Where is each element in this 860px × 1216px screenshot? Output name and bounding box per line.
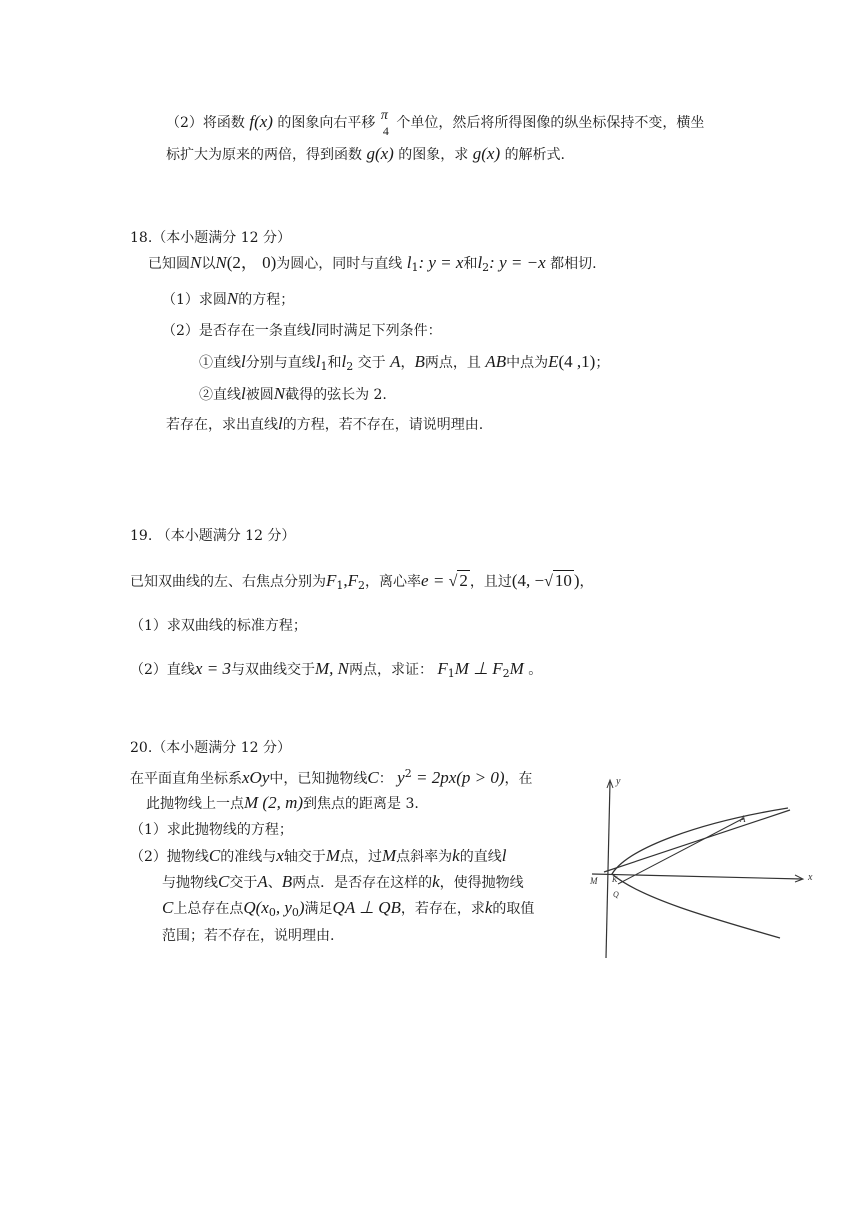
var: l [477, 253, 483, 272]
q17-text: 的图象，求 [398, 147, 469, 163]
text: 截得的弦长为 2. [285, 387, 387, 403]
point-A-label: A [740, 814, 746, 824]
sub: 1 [411, 261, 419, 274]
sqrt-value: 2 [459, 571, 468, 590]
q20-part2-line4: 范围；若不存在，说明理由. [162, 928, 335, 944]
point: (2， 0) [226, 253, 277, 272]
var: k [432, 872, 440, 891]
point: (2, m) [258, 793, 304, 812]
text: 在平面直角坐标系 [130, 771, 242, 787]
sub: 2 [502, 667, 510, 680]
var: F [492, 659, 503, 678]
var: A [257, 872, 268, 891]
q17-text: 的解析式. [504, 147, 566, 163]
text: （2）直线 [130, 662, 195, 678]
text: 与抛物线 [162, 875, 218, 891]
sub: 2 [482, 261, 490, 274]
q18-cond2 [199, 384, 387, 405]
text: 两点，且 [424, 355, 481, 371]
var: N [226, 289, 239, 308]
var: B [281, 872, 293, 891]
var: l [341, 352, 347, 371]
text: ，且过 [469, 574, 512, 590]
q19-stem: 已知双曲线的左、右焦点分别为$F_1,F_2$，离心率e = √ 2 ，且过(4, −√ 10 )， [130, 571, 594, 592]
q20-stem-line2 [146, 793, 419, 814]
point-M-label: M [590, 876, 598, 886]
y-axis-label: y [616, 776, 621, 787]
text: ，在 [504, 771, 533, 787]
q19-part1: （1）求双曲线的标准方程； [130, 618, 307, 634]
text: ； [595, 355, 610, 371]
q18-part1 [162, 289, 294, 310]
var: y [397, 768, 405, 787]
sub: 1 [320, 360, 328, 373]
var: N [273, 384, 286, 403]
x-axis-label: x [808, 872, 813, 883]
text: 满足 [304, 901, 333, 917]
q17-text: （2）将函数 [166, 115, 245, 131]
var: F [347, 571, 359, 590]
q17-part2-line2 [166, 144, 565, 165]
var: C [218, 872, 230, 891]
text: （1）求圆 [162, 292, 227, 308]
text: （2）抛物线 [130, 849, 209, 865]
var: xOy [242, 768, 270, 787]
var: x [276, 846, 284, 865]
equation: : y = x [418, 253, 464, 272]
q20-part2-line1 [130, 846, 506, 867]
chord-QA [618, 818, 744, 884]
point: (4, − [511, 571, 545, 590]
var: M [244, 793, 259, 812]
text: 被圆 [245, 387, 274, 403]
var: ) [298, 898, 305, 917]
text: 已知双曲线的左、右焦点分别为 [130, 574, 326, 590]
text: 为圆心，同时与直线 [276, 256, 403, 272]
sub: 0 [268, 906, 276, 919]
text: 分别与直线 [245, 355, 316, 371]
q19-part2 [130, 659, 542, 684]
text: 的方程，若不存在，请说明理由. [282, 417, 484, 433]
equation: = 2px(p > 0) [411, 768, 505, 787]
text: 点斜率为 [396, 849, 453, 865]
sub: 2 [346, 360, 354, 373]
text: 的方程； [238, 292, 295, 308]
var: M ⊥ [454, 659, 493, 678]
text: 中，已知抛物线 [269, 771, 368, 787]
q20-stem-line1 [130, 764, 533, 789]
q20-part2-line3 [162, 898, 534, 923]
text: 交于 [229, 875, 258, 891]
text: ： [378, 771, 393, 787]
point-K-label: K [612, 875, 618, 884]
var: M [325, 846, 340, 865]
q17-gx: g(x) [366, 144, 394, 163]
q17-gx: g(x) [472, 144, 501, 163]
var: M, N [314, 659, 349, 678]
q17-fraction [380, 108, 392, 138]
var: C [367, 768, 379, 787]
q17-text: 的图象向右平移 [277, 115, 376, 131]
q20-part2-line2 [162, 872, 524, 893]
q18-header: 18.（本小题满分 12 分） [130, 230, 291, 246]
var: l [501, 846, 507, 865]
equation: e = [421, 571, 449, 590]
text: 和 [327, 355, 342, 371]
point: ) [573, 571, 580, 590]
text: 若存在，求出直线 [166, 417, 278, 433]
text: 的准线与 [220, 849, 277, 865]
q20-part1: （1）求此抛物线的方程； [130, 822, 293, 838]
q18-part2 [162, 320, 442, 341]
text: 都相切. [550, 256, 597, 272]
text: 轴交于 [283, 849, 326, 865]
text: 中点为 [506, 355, 549, 371]
var: A [390, 352, 401, 371]
text: 到焦点的距离是 3. [303, 796, 419, 812]
text: 两点．是否存在这样的 [292, 875, 433, 891]
var: l [406, 253, 412, 272]
text: 、 [267, 875, 282, 891]
text: 与双曲线交于 [230, 662, 315, 678]
text: 的直线 [459, 849, 502, 865]
q20-header: 20.（本小题满分 12 分） [130, 740, 291, 756]
text: ，若存在，求 [400, 901, 485, 917]
text: ，离心率 [365, 574, 422, 590]
text: 交于 [357, 355, 386, 371]
text: （2）是否存在一条直线 [162, 323, 311, 339]
var: l [278, 414, 283, 433]
var: M [381, 846, 397, 865]
text: , [343, 571, 348, 590]
var: N [190, 253, 202, 272]
text: 点，过 [339, 849, 382, 865]
point-Q-label: Q [613, 890, 619, 899]
q17-fx: f(x) [249, 112, 273, 131]
text: ，使得抛物线 [439, 875, 524, 891]
frac-den: 4 [382, 124, 389, 138]
text: 以 [201, 256, 216, 272]
q17-part2-line1 [166, 108, 705, 138]
text: 同时满足下列条件： [315, 323, 442, 339]
sub: 0 [291, 906, 299, 919]
equation: QA ⊥ QB [332, 898, 401, 917]
var: , y [275, 898, 292, 917]
q18-end [166, 414, 483, 435]
frac-num: π [380, 108, 388, 123]
var: F [326, 571, 337, 590]
var: F [437, 659, 448, 678]
var: l [241, 384, 246, 403]
text: 上总存在点 [173, 901, 244, 917]
var: k [452, 846, 460, 865]
text: ②直线 [199, 387, 241, 403]
var: E [548, 352, 559, 371]
var: l [315, 352, 321, 371]
var: M [509, 659, 524, 678]
text: 两点，求证： [348, 662, 433, 678]
sub: 2 [358, 579, 366, 592]
var: C [208, 846, 221, 865]
var: l [310, 320, 316, 339]
line-l [604, 810, 790, 872]
x-axis [592, 874, 802, 879]
var: AB [485, 352, 507, 371]
text: 。 [523, 662, 543, 678]
point: (4 ,1) [558, 352, 596, 371]
text: 和 [463, 256, 478, 272]
text: ， [400, 355, 415, 371]
sub: 1 [336, 579, 344, 592]
text: 已知圆 [148, 256, 190, 272]
text: ①直线 [199, 355, 241, 371]
equation: : y = −x [489, 253, 546, 272]
var: l [241, 352, 246, 371]
q19-header: 19. （本小题满分 12 分） [130, 528, 296, 544]
equation: x = 3 [194, 659, 231, 678]
sup: 2 [404, 767, 412, 780]
q18-stem [148, 253, 597, 278]
var: Q(x [243, 898, 269, 917]
q17-text: 个单位，然后将所得图像的纵坐标保持不变，横坐 [396, 115, 705, 131]
text: 此抛物线上一点 [146, 796, 244, 812]
q17-text: 标扩大为原来的两倍，得到函数 [166, 147, 362, 163]
var: B [414, 352, 425, 371]
q18-cond1 [199, 352, 609, 377]
var: k [484, 898, 493, 917]
parabola-figure [580, 770, 820, 960]
sub: 1 [447, 667, 455, 680]
sqrt-value: 10 [554, 571, 572, 590]
var: N [215, 253, 227, 272]
text: 的取值 [492, 901, 535, 917]
text: ， [579, 574, 594, 590]
var: C [162, 898, 174, 917]
